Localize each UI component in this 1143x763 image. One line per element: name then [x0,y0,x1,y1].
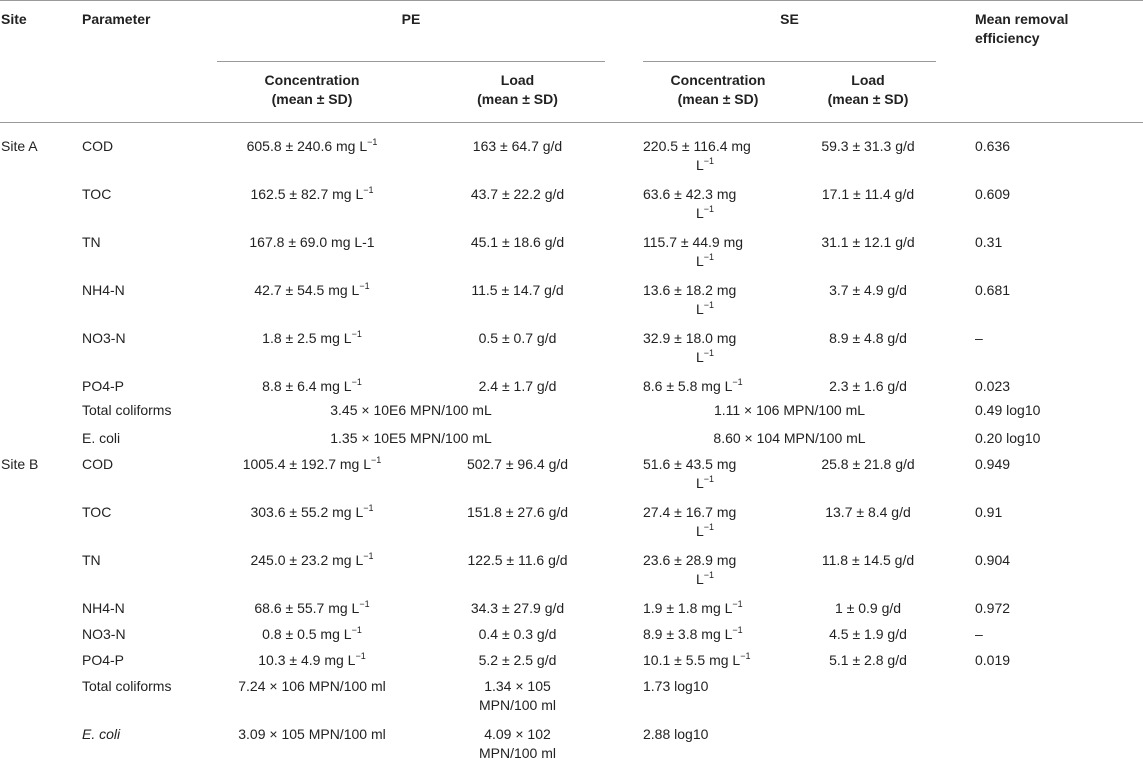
mean-removal-value: 0.972 [975,600,1011,616]
row-parameter [82,429,120,448]
row-parameter [82,503,111,522]
unit-exponent: −1 [703,204,715,214]
pe-load-cell [430,599,605,618]
pe-concentration-cell [217,725,407,744]
pe-load-cell [430,725,605,744]
header-pe: PE [401,11,421,27]
pe-load-cell [430,651,605,670]
mean-removal-value: 0.609 [975,186,1011,202]
parameter-name: E. coli [82,726,121,742]
se-load: 11.8 ± 14.5 g/d [821,552,915,568]
pe-concentration: 167.8 ± 69.0 mg L-1 [249,234,375,250]
unit-exponent: −1 [363,551,374,561]
se-concentration: 115.7 ± 44.9 mg [643,234,744,250]
pe-concentration-cell [217,551,407,570]
se-concentration-cell [643,599,743,618]
pe-concentration-cell [217,377,407,396]
pe-load-cell [430,233,605,252]
se-concentration: 8.9 ± 3.8 mg L [643,626,733,642]
pe-load: 43.7 ± 22.2 g/d [470,186,565,202]
row-parameter [82,677,171,696]
header-parameter: Parameter [82,11,151,27]
pe-load: 122.5 ± 11.6 g/d [467,552,568,568]
mean-removal-value: 0.31 [975,234,1003,250]
parameter-name: NO3-N [82,626,126,642]
pe-load-cell [430,455,605,474]
parameter-name: COD [82,456,114,472]
parameter-name: Total coliforms [82,678,172,694]
mean-removal-cell [975,651,1010,670]
unit-exponent: −1 [703,300,715,310]
se-concentration-cell [643,651,750,670]
unit-exponent: −1 [703,522,715,532]
se-load-cell [800,281,936,300]
se-merged-cell [643,429,936,448]
pe-load: 11.5 ± 14.7 g/d [471,282,564,298]
row-parameter [82,725,120,744]
pe-load-cell [430,677,605,696]
row-parameter [82,551,101,570]
se-load-cell [800,377,936,396]
unit-exponent: −1 [351,329,362,339]
se-concentration: 51.6 ± 43.5 mg [643,456,737,472]
pe-concentration: 245.0 ± 23.2 mg L [250,552,364,568]
se-concentration-cell [643,625,743,644]
pe-concentration-cell [217,625,407,644]
top-rule [0,0,1143,1]
se-concentration-cell [643,137,751,156]
se-concentration-cell-line2 [696,522,714,541]
parameter-name: PO4-P [82,378,125,394]
se-load-cell [800,233,936,252]
pe-concentration-cell [217,233,407,252]
unit-exponent: −1 [359,599,370,609]
mean-removal-value: 0.636 [975,138,1011,154]
mean-removal-cell [975,625,983,644]
mean-removal-cell [975,329,983,348]
parameter-name: TN [82,552,101,568]
parameter-name: TOC [82,504,112,520]
unit-exponent: −1 [703,252,715,262]
pe-load: 0.5 ± 0.7 g/d [478,330,557,346]
unit-exponent: −1 [355,651,366,661]
mean-removal-value: 0.91 [975,504,1003,520]
pe-concentration: 1005.4 ± 192.7 mg L [242,456,372,472]
mean-removal-cell [975,281,1010,300]
se-concentration-cell [643,281,736,300]
se-concentration-unit: L [696,571,704,587]
se-value: 1.11 × 106 MPN/100 mL [713,402,866,418]
mean-removal-cell [975,377,1010,396]
pe-load: 45.1 ± 18.6 g/d [470,234,565,250]
pe-load: 4.09 × 102 [484,726,551,742]
se-concentration: 8.6 ± 5.8 mg L [643,378,733,394]
se-load-cell [800,599,936,618]
pe-load-cell [430,329,605,348]
row-parameter [82,185,111,204]
se-concentration-unit: L [696,301,704,317]
se-load: 3.7 ± 4.9 g/d [829,282,907,298]
parameter-name: NH4-N [82,600,125,616]
se-concentration: 1.9 ± 1.8 mg L [643,600,733,616]
site-label: Site A [1,138,38,154]
pe-load-cell [430,551,605,570]
se-concentration: 10.1 ± 5.5 mg L [643,652,741,668]
se-concentration-cell-line2 [696,204,714,223]
pe-value: 1.35 × 10E5 MPN/100 mL [330,430,492,446]
pe-merged-cell [217,401,605,420]
header-site: Site [1,11,27,27]
unit-exponent: −1 [732,625,743,635]
se-concentration-unit: L [696,349,704,365]
pe-load-cell-line2 [430,744,605,763]
header-pe-conc-2: (mean ± SD) [271,91,353,107]
row-site [1,455,38,474]
mean-removal-value: 0.20 log10 [975,430,1041,446]
unit-exponent: −1 [703,348,715,358]
pe-concentration-cell [217,455,407,474]
unit-exponent: −1 [703,474,715,484]
pe-concentration-cell [217,677,407,696]
se-load-cell [800,503,936,522]
pe-concentration-cell [217,503,407,522]
row-parameter [82,137,113,156]
pe-concentration-cell [217,185,407,204]
se-load-cell [800,137,936,156]
unit-exponent: −1 [732,599,743,609]
header-se-conc-2: (mean ± SD) [677,91,759,107]
pe-load: 502.7 ± 96.4 g/d [466,456,569,472]
site-label: Site B [1,456,39,472]
unit-exponent: −1 [351,377,362,387]
se-concentration: 2.88 log10 [643,726,709,742]
pe-load-unit: MPN/100 ml [478,697,557,713]
pe-group-rule [217,61,605,62]
parameter-name: NH4-N [82,282,125,298]
pe-concentration: 68.6 ± 55.7 mg L [254,600,360,616]
header-se: SE [780,11,799,27]
se-concentration-cell [643,185,736,204]
header-bottom-rule [0,122,1143,123]
pe-concentration-cell [217,599,407,618]
se-concentration: 32.9 ± 18.0 mg [643,330,737,346]
unit-exponent: −1 [703,156,715,166]
se-value: 8.60 × 104 MPN/100 mL [713,430,866,446]
pe-concentration: 605.8 ± 240.6 mg L [246,138,368,154]
header-se-load-1: Load [851,72,885,88]
se-concentration-cell-line2 [696,570,714,589]
row-parameter [82,329,126,348]
se-concentration-unit: L [696,157,704,173]
mean-removal-cell [975,401,1040,420]
pe-load-unit: MPN/100 ml [478,745,557,761]
unit-exponent: −1 [363,503,374,513]
se-concentration-cell-line2 [696,156,714,175]
pe-load: 0.4 ± 0.3 g/d [478,626,557,642]
pe-concentration: 162.5 ± 82.7 mg L [250,186,364,202]
mean-removal-value: – [975,626,983,642]
pe-load-cell [430,377,605,396]
row-parameter [82,377,124,396]
unit-exponent: −1 [740,651,751,661]
mean-removal-cell [975,233,1002,252]
parameter-name: E. coli [82,430,121,446]
pe-value: 3.45 × 10E6 MPN/100 mL [330,402,492,418]
parameter-name: TOC [82,186,112,202]
se-concentration: 1.73 log10 [643,678,709,694]
se-concentration-cell [643,677,708,696]
pe-load: 34.3 ± 27.9 g/d [470,600,565,616]
parameter-name: NO3-N [82,330,126,346]
header-pe-load-2: (mean ± SD) [477,91,558,107]
row-parameter [82,599,125,618]
pe-load-cell [430,503,605,522]
mean-removal-value: – [975,330,983,346]
mean-removal-cell [975,503,1002,522]
row-parameter [82,625,126,644]
se-concentration-unit: L [696,253,704,269]
se-load: 1 ± 0.9 g/d [834,600,902,616]
pe-concentration: 10.3 ± 4.9 mg L [258,652,356,668]
se-load-cell [800,651,936,670]
header-mre-line1: Mean removal [975,11,1069,27]
se-concentration-cell [643,233,743,252]
se-concentration: 27.4 ± 16.7 mg [643,504,737,520]
pe-concentration: 0.8 ± 0.5 mg L [262,626,352,642]
se-load-cell [800,455,936,474]
unit-exponent: −1 [359,281,370,291]
se-load: 17.1 ± 11.4 g/d [821,186,915,202]
pe-load: 163 ± 64.7 g/d [472,138,563,154]
se-concentration-cell-line2 [696,300,714,319]
se-load-cell [800,551,936,570]
se-load-cell [800,185,936,204]
mean-removal-cell [975,429,1040,448]
unit-exponent: −1 [732,377,743,387]
pe-load-cell [430,137,605,156]
se-load: 2.3 ± 1.6 g/d [829,378,907,394]
se-concentration-cell [643,377,743,396]
pe-load-cell [430,625,605,644]
se-concentration-unit: L [696,523,704,539]
row-parameter [82,281,125,300]
mean-removal-value: 0.904 [975,552,1011,568]
mean-removal-cell [975,599,1010,618]
pe-load: 5.2 ± 2.5 g/d [478,652,557,668]
parameter-name: COD [82,138,114,154]
se-load: 8.9 ± 4.8 g/d [829,330,907,346]
unit-exponent: −1 [363,185,374,195]
mean-removal-value: 0.023 [975,378,1011,394]
se-concentration-cell-line2 [696,252,714,271]
row-parameter [82,401,171,420]
parameter-name: Total coliforms [82,402,172,418]
unit-exponent: −1 [371,455,382,465]
row-parameter [82,651,124,670]
pe-concentration: 3.09 × 105 MPN/100 ml [238,726,386,742]
se-load-cell [800,625,936,644]
row-parameter [82,455,113,474]
pe-load: 1.34 × 105 [484,678,551,694]
pe-concentration: 8.8 ± 6.4 mg L [262,378,352,394]
se-load: 59.3 ± 31.3 g/d [821,138,915,154]
pe-load: 151.8 ± 27.6 g/d [466,504,569,520]
parameter-name: PO4-P [82,652,125,668]
se-load-cell [800,329,936,348]
row-site [1,137,38,156]
se-load: 5.1 ± 2.8 g/d [829,652,907,668]
pe-concentration: 1.8 ± 2.5 mg L [262,330,352,346]
pe-merged-cell [217,429,605,448]
parameter-name: TN [82,234,101,250]
pe-concentration-cell [217,329,407,348]
mean-removal-cell [975,185,1010,204]
se-concentration-cell [643,455,736,474]
pe-concentration: 303.6 ± 55.2 mg L [250,504,364,520]
se-merged-cell [643,401,936,420]
se-load: 31.1 ± 12.1 g/d [821,234,915,250]
pe-concentration: 42.7 ± 54.5 mg L [254,282,360,298]
se-concentration-cell [643,329,736,348]
pe-load-cell-line2 [430,696,605,715]
unit-exponent: −1 [703,570,715,580]
se-concentration: 220.5 ± 116.4 mg [643,138,751,154]
se-concentration-cell [643,503,736,522]
mean-removal-value: 0.019 [975,652,1011,668]
mean-removal-value: 0.681 [975,282,1011,298]
se-load: 4.5 ± 1.9 g/d [829,626,907,642]
unit-exponent: −1 [367,137,378,147]
se-concentration: 63.6 ± 42.3 mg [643,186,737,202]
se-concentration: 23.6 ± 28.9 mg [643,552,737,568]
se-group-rule [643,61,936,62]
row-parameter [82,233,101,252]
header-se-conc-1: Concentration [670,72,766,88]
se-concentration-cell [643,551,736,570]
se-concentration-cell [643,725,708,744]
mean-removal-value: 0.49 log10 [975,402,1041,418]
mean-removal-cell [975,455,1010,474]
se-load: 25.8 ± 21.8 g/d [821,456,915,472]
pe-load: 2.4 ± 1.7 g/d [478,378,557,394]
se-concentration: 13.6 ± 18.2 mg [643,282,737,298]
pe-concentration-cell [217,137,407,156]
header-pe-conc-1: Concentration [264,72,360,88]
header-pe-load-1: Load [500,72,535,88]
header-mre-line2: efficiency [975,30,1040,46]
pe-concentration-cell [217,651,407,670]
unit-exponent: −1 [351,625,362,635]
pe-load-cell [430,281,605,300]
pe-load-cell [430,185,605,204]
mean-removal-cell [975,137,1010,156]
se-concentration-unit: L [696,475,704,491]
se-concentration-unit: L [696,205,704,221]
mean-removal-value: 0.949 [975,456,1011,472]
se-concentration-cell-line2 [696,348,714,367]
se-load: 13.7 ± 8.4 g/d [825,504,911,520]
pe-concentration: 7.24 × 106 MPN/100 ml [238,678,386,694]
header-se-load-2: (mean ± SD) [827,91,909,107]
mean-removal-cell [975,551,1010,570]
pe-concentration-cell [217,281,407,300]
se-concentration-cell-line2 [696,474,714,493]
